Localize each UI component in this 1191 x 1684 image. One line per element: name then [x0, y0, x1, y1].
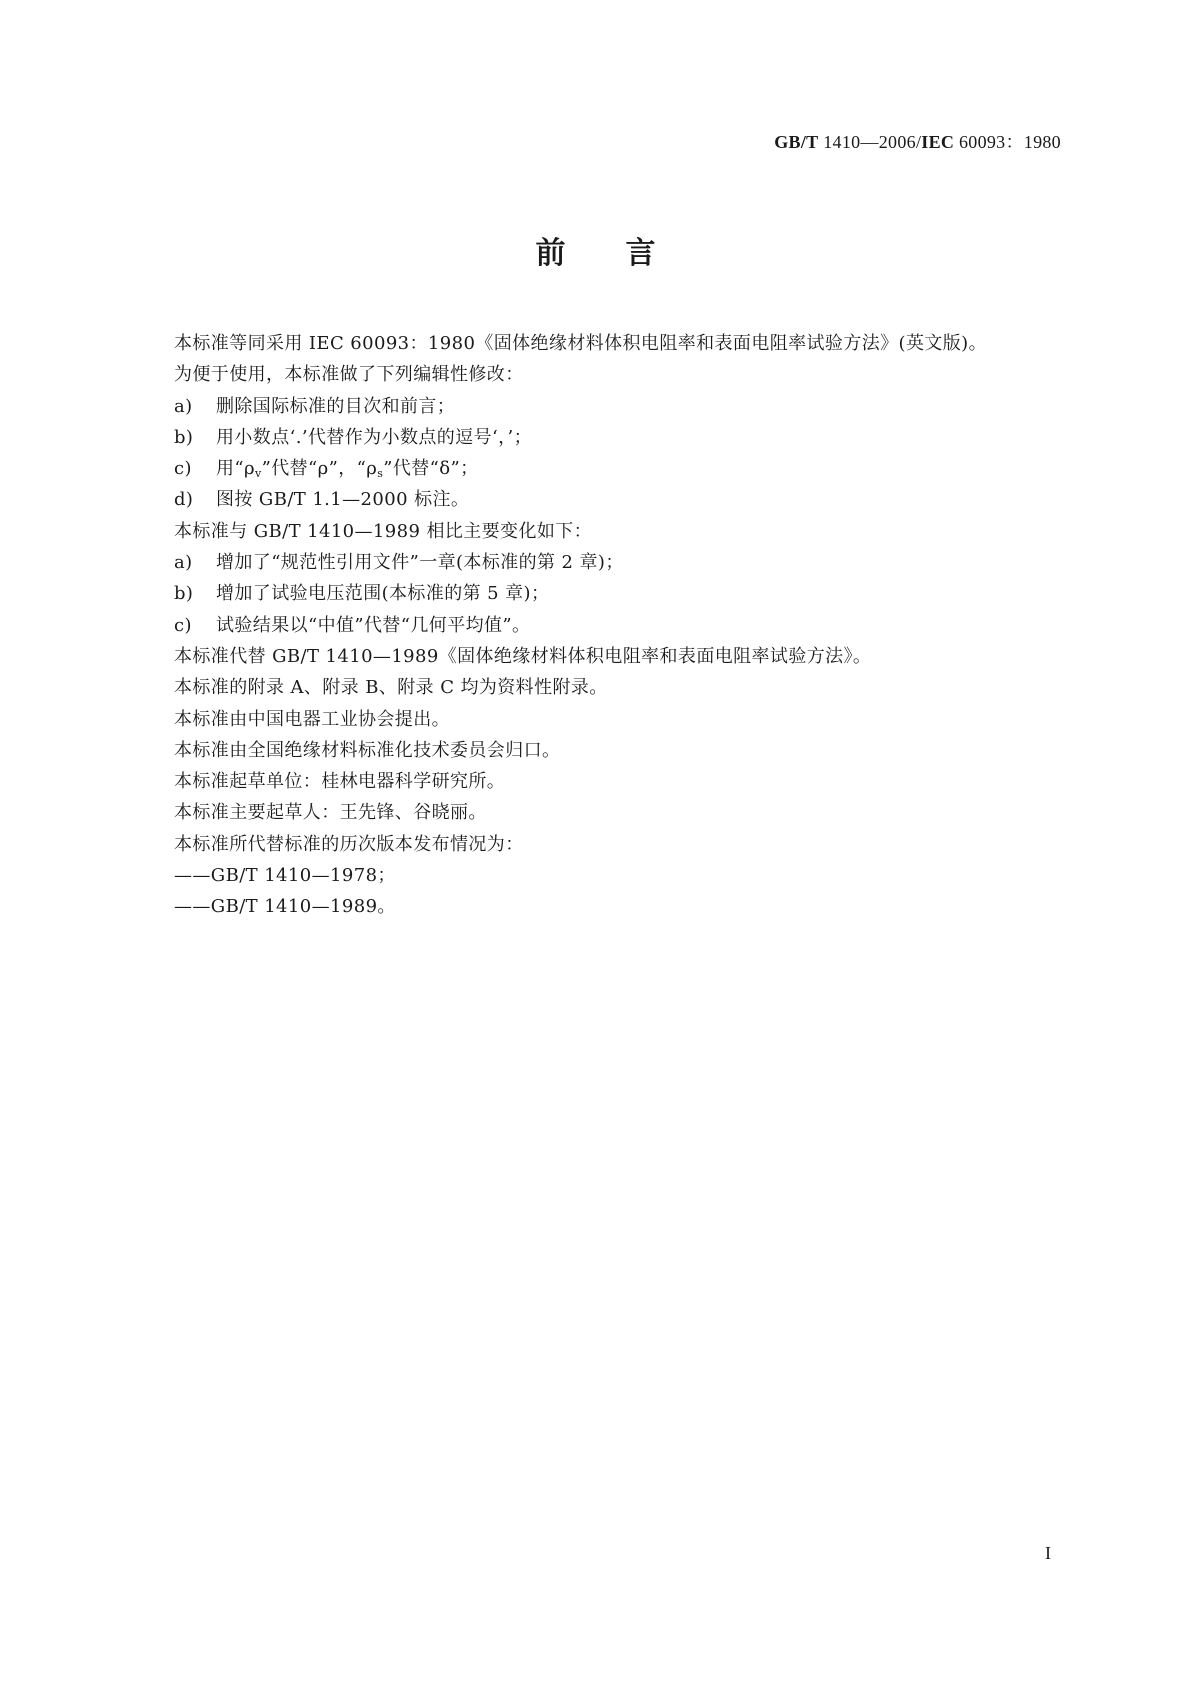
delta-text: ”代替“δ”； [383, 458, 479, 480]
paragraph-annexes: 本标准的附录 A、附录 B、附录 C 均为资料性附录。 [174, 677, 608, 699]
edit-item-b [174, 422, 1054, 453]
change-item-a [174, 547, 1054, 578]
list-marker: c) [174, 458, 192, 480]
page-title: 前言 [535, 236, 716, 271]
list-item-text: 图按 GB/T 1.1—2000 标注。 [216, 489, 470, 511]
list-item-text [216, 453, 478, 484]
paragraph-drafting-unit: 本标准起草单位：桂林电器科学研究所。 [174, 771, 506, 793]
code-suffix: 60093：1980 [954, 132, 1061, 152]
paragraph-edits-intro: 为便于使用，本标准做了下列编辑性修改： [174, 364, 524, 386]
paragraph-proposed-by: 本标准由中国电器工业协会提出。 [174, 708, 450, 730]
list-marker: a) [174, 395, 193, 417]
paragraph-centralized-by: 本标准由全国绝缘材料标准化技术委员会归口。 [174, 739, 561, 761]
page-number: I [1045, 1543, 1051, 1563]
list-marker: b) [174, 583, 194, 605]
code-prefix: GB/T [774, 132, 819, 152]
edit-item-a [174, 391, 1054, 422]
list-item-text: 增加了试验电压范围(本标准的第 5 章)； [216, 583, 550, 605]
paragraph-history-intro: 本标准所代替标准的历次版本发布情况为： [174, 833, 524, 855]
paragraph-changes-intro: 本标准与 GB/T 1410—1989 相比主要变化如下： [174, 520, 593, 542]
list-marker: c) [174, 614, 192, 636]
edit-item-c [174, 453, 1054, 484]
list-item-text: 用小数点‘.’代替作为小数点的逗号‘，’； [216, 426, 533, 448]
rho-v-text: 用“ρ [216, 458, 255, 480]
history-item: ——GB/T 1410—1989。 [174, 896, 396, 918]
foreword-body [174, 328, 1054, 923]
edit-item-d [174, 484, 1054, 515]
standard-code-header [774, 128, 1061, 154]
list-item-text: 试验结果以“中值”代替“几何平均值”。 [216, 614, 531, 636]
code-mid: 1410—2006/ [818, 132, 922, 152]
list-marker: b) [174, 426, 194, 448]
rho-s-text: ”代替“ρ”，“ρ [261, 458, 378, 480]
list-item-text: 增加了“规范性引用文件”一章(本标准的第 2 章)； [216, 552, 624, 574]
paragraph-drafters: 本标准主要起草人：王先锋、谷晓丽。 [174, 802, 487, 824]
list-marker: a) [174, 552, 193, 574]
list-marker: d) [174, 489, 194, 511]
history-item: ——GB/T 1410—1978； [174, 865, 396, 887]
subscript-s: s [377, 467, 384, 481]
paragraph-adoption: 本标准等同采用 IEC 60093：1980《固体绝缘材料体积电阻率和表面电阻率试验方法》(英文版)。 [174, 333, 987, 354]
change-item-c [174, 610, 1054, 641]
paragraph-replaces: 本标准代替 GB/T 1410—1989《固体绝缘材料体积电阻率和表面电阻率试验方法》。 [174, 645, 872, 667]
change-item-b [174, 578, 1054, 609]
subscript-v: v [254, 467, 262, 481]
code-iec: IEC [921, 132, 955, 152]
list-item-text: 删除国际标准的目次和前言； [216, 395, 456, 417]
